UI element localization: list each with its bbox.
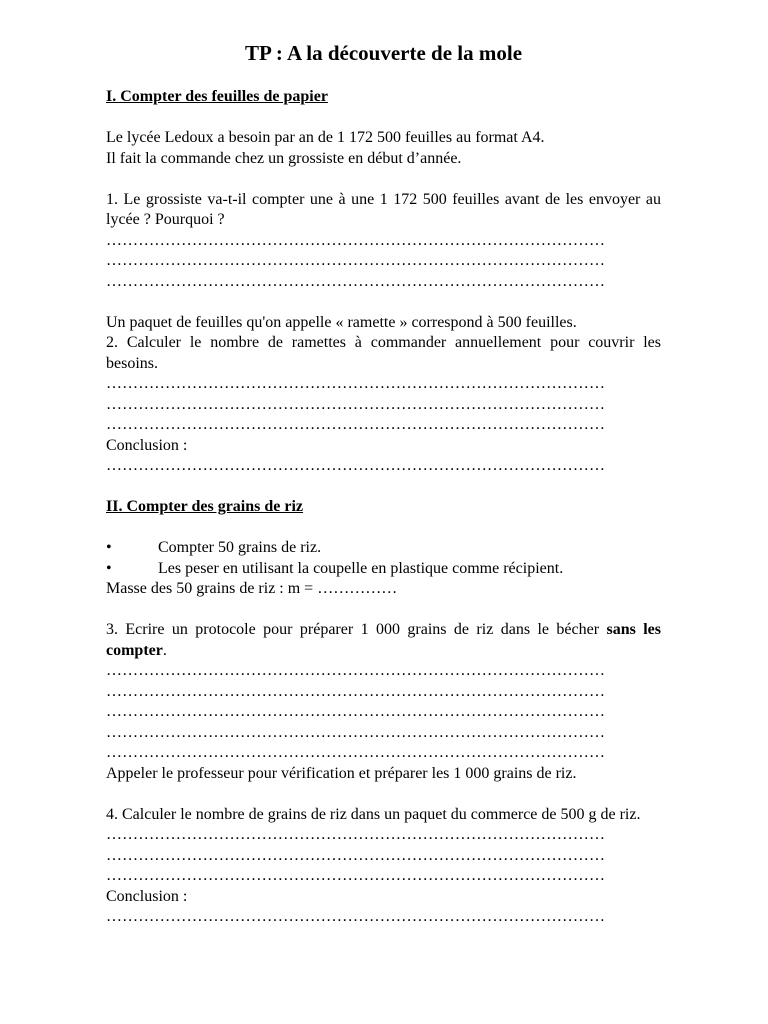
- answer-line: …………………………………………………………………………………: [106, 682, 606, 700]
- answer-line: …………………………………………………………………………………: [106, 846, 606, 864]
- section-1-intro-line-2: Il fait la commande chez un grossiste en début d’année.: [106, 149, 462, 167]
- answer-line: …………………………………………………………………………………: [106, 744, 606, 761]
- question-1: 1. Le grossiste va-t-il compter une à une 1 172 500 feuilles avant de les envoyer au lycée ? Pourquoi ?: [106, 190, 661, 228]
- section-1-intro-line-1: Le lycée Ledoux a besoin par an de 1 172 500 feuilles au format A4.: [106, 129, 545, 146]
- call-teacher-instruction: Appeler le professeur pour vérification et préparer les 1 000 grains de riz.: [106, 764, 577, 782]
- bullet-icon: •: [106, 559, 112, 577]
- instruction-list: [106, 538, 661, 579]
- list-item: [106, 538, 661, 559]
- list-item-text: Les peser en utilisant la coupelle en plastique comme récipient.: [158, 559, 564, 577]
- page-title: TP : A la découverte de la mole: [244, 41, 523, 65]
- answer-line: …………………………………………………………………………………: [106, 867, 606, 884]
- list-item-text: Compter 50 grains de riz.: [158, 539, 322, 556]
- answer-line: …………………………………………………………………………………: [106, 703, 606, 720]
- answer-line: …………………………………………………………………………………: [106, 416, 606, 433]
- answer-line: …………………………………………………………………………………: [106, 723, 606, 741]
- answer-line: …………………………………………………………………………………: [106, 231, 606, 249]
- list-item: [106, 559, 661, 580]
- answer-line: …………………………………………………………………………………: [106, 662, 606, 679]
- ramette-definition: Un paquet de feuilles qu'on appelle « ramette » correspond à 500 feuilles.: [106, 313, 577, 331]
- question-3: [106, 620, 661, 661]
- answer-line: …………………………………………………………………………………: [106, 457, 606, 474]
- question-2: 2. Calculer le nombre de ramettes à commander annuellement pour couvrir les besoins.: [106, 334, 661, 372]
- mass-line: Masse des 50 grains de riz : m = ……………: [106, 580, 398, 597]
- section-2-heading: II. Compter des grains de riz: [106, 498, 304, 515]
- conclusion-label: Conclusion :: [106, 436, 188, 454]
- bullet-icon: •: [106, 539, 112, 556]
- answer-line: …………………………………………………………………………………: [106, 375, 606, 392]
- answer-line: …………………………………………………………………………………: [106, 908, 606, 925]
- question-3-emphasis: sans les compter: [106, 621, 662, 659]
- worksheet-body: [106, 87, 661, 928]
- question-3-end: .: [162, 641, 167, 659]
- answer-line: …………………………………………………………………………………: [106, 826, 606, 843]
- answer-line: …………………………………………………………………………………: [106, 252, 606, 269]
- question-3-text: 3. Ecrire un protocole pour préparer 1 000 grains de riz dans le bécher: [106, 621, 607, 638]
- answer-line: …………………………………………………………………………………: [106, 395, 606, 413]
- question-4: 4. Calculer le nombre de grains de riz dans un paquet du commerce de 500 g de riz.: [106, 805, 641, 823]
- conclusion-label: Conclusion :: [106, 887, 188, 905]
- section-1-heading: I. Compter des feuilles de papier: [106, 88, 328, 105]
- answer-line: …………………………………………………………………………………: [106, 272, 606, 290]
